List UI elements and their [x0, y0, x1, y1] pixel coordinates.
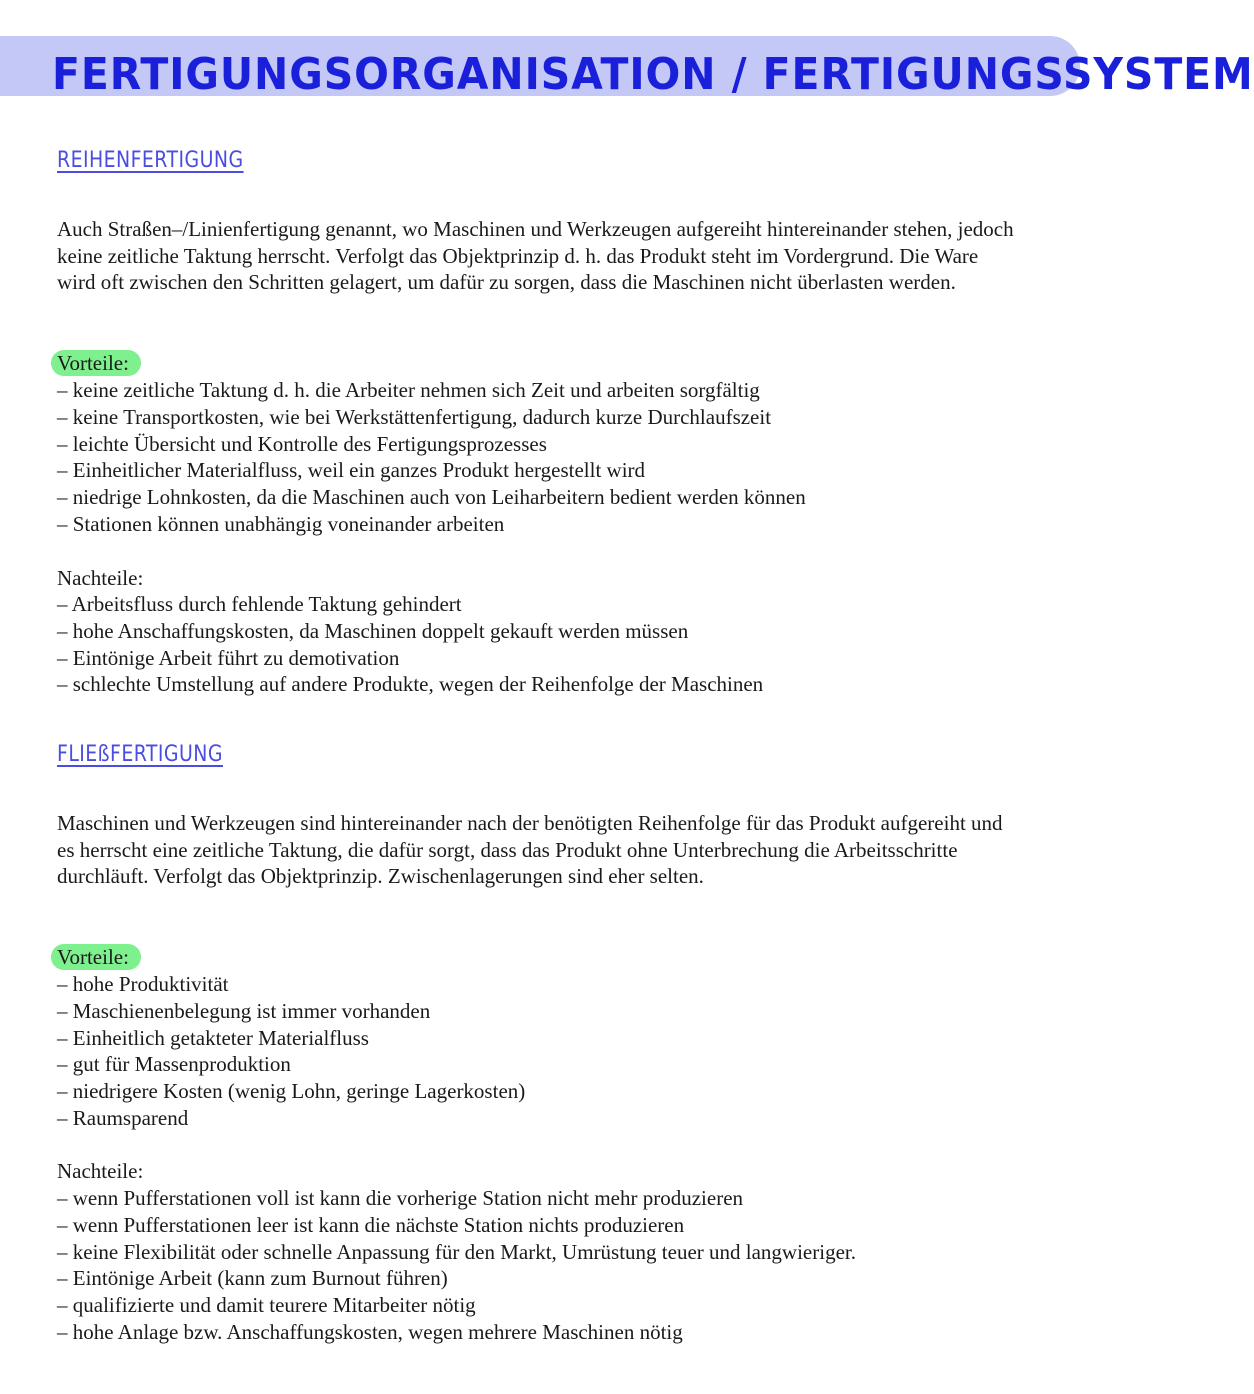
section-description-fliessfertigung: Maschinen und Werkzeugen sind hintereinander nach der benötigten Reihenfolge für das Produkt aufgereiht und es herrscht eine zeitliche Taktung, die dafür sorgt, dass das Produkt ohne Unterbrechung die Arbeitsschritte durchläuft. Verfolgt das Objektprinzip. Zwischenlagerungen sind eher selten. — [57, 811, 1003, 889]
list-item: – schlechte Umstellung auf andere Produkte, wegen der Reihenfolge der Maschinen — [57, 672, 764, 697]
list-item: – Eintönige Arbeit (kann zum Burnout führen) — [57, 1266, 448, 1291]
list-item: – Einheitlicher Materialfluss, weil ein ganzes Produkt hergestellt wird — [57, 458, 646, 483]
cons-label-fliessfertigung: Nachteile: — [57, 1159, 144, 1183]
list-item: – wenn Pufferstationen leer ist kann die nächste Station nichts produzieren — [57, 1212, 685, 1237]
section-description-reihenfertigung: Auch Straßen–/Linienfertigung genannt, wo Maschinen und Werkzeugen aufgereiht hintereinander stehen, jedoch keine zeitliche Taktung herrscht. Verfolgt das Objektprinzip d. h. das Produkt steht im Vordergrund. Die Ware wird oft zwischen den Schritten gelagert, um dafür zu sorgen, dass die Maschinen nicht überlasten werden. — [57, 217, 1014, 295]
pros-label-reihenfertigung: Vorteile: — [51, 350, 141, 376]
list-item: – niedrigere Kosten (wenig Lohn, geringe Lagerkosten) — [57, 1079, 526, 1104]
list-item: – leichte Übersicht und Kontrolle des Fertigungsprozesses — [57, 431, 547, 456]
pros-label-fliessfertigung: Vorteile: — [51, 944, 141, 970]
section-heading-reihenfertigung: REIHENFERTIGUNG — [57, 148, 244, 173]
page-title: FERTIGUNGSORGANISATION / FERTIGUNGSSYSTEM — [52, 49, 1254, 100]
section-heading-fliessfertigung: FLIEßFERTIGUNG — [57, 742, 223, 767]
list-item: – Arbeitsfluss durch fehlende Taktung gehindert — [57, 592, 462, 616]
list-item: – keine Transportkosten, wie bei Werkstättenfertigung, dadurch kurze Durchlaufszeit — [57, 404, 772, 429]
list-item: – Maschienenbelegung ist immer vorhanden — [57, 998, 431, 1023]
list-item: – Stationen können unabhängig voneinander arbeiten — [57, 511, 505, 536]
list-item: – hohe Anschaffungskosten, da Maschinen doppelt gekauft werden müssen — [57, 618, 689, 643]
list-item: – wenn Pufferstationen voll ist kann die vorherige Station nicht mehr produzieren — [57, 1186, 744, 1210]
cons-list-fliessfertigung — [57, 1185, 1047, 1346]
cons-label-reihenfertigung: Nachteile: — [57, 566, 144, 590]
list-item: – hohe Anlage bzw. Anschaffungskosten, wegen mehrere Maschinen nötig — [57, 1319, 683, 1344]
list-item: – qualifizierte und damit teurere Mitarbeiter nötig — [57, 1293, 476, 1318]
list-item: – hohe Produktivität — [57, 972, 229, 996]
list-item: – keine zeitliche Taktung d. h. die Arbeiter nehmen sich Zeit und arbeiten sorgfältig — [57, 378, 760, 402]
pros-list-fliessfertigung — [57, 971, 1047, 1132]
cons-list-reihenfertigung — [57, 591, 1047, 698]
list-item: – gut für Massenproduktion — [57, 1052, 291, 1077]
list-item: – keine Flexibilität oder schnelle Anpassung für den Markt, Umrüstung teuer und langwieriger. — [57, 1239, 856, 1264]
list-item: – niedrige Lohnkosten, da die Maschinen auch von Leiharbeitern bedient werden können — [57, 485, 806, 510]
list-item: – Einheitlich getakteter Materialfluss — [57, 1025, 369, 1050]
list-item: – Raumsparend — [57, 1105, 189, 1130]
list-item: – Eintönige Arbeit führt zu demotivation — [57, 645, 400, 670]
pros-list-reihenfertigung — [57, 377, 1047, 538]
